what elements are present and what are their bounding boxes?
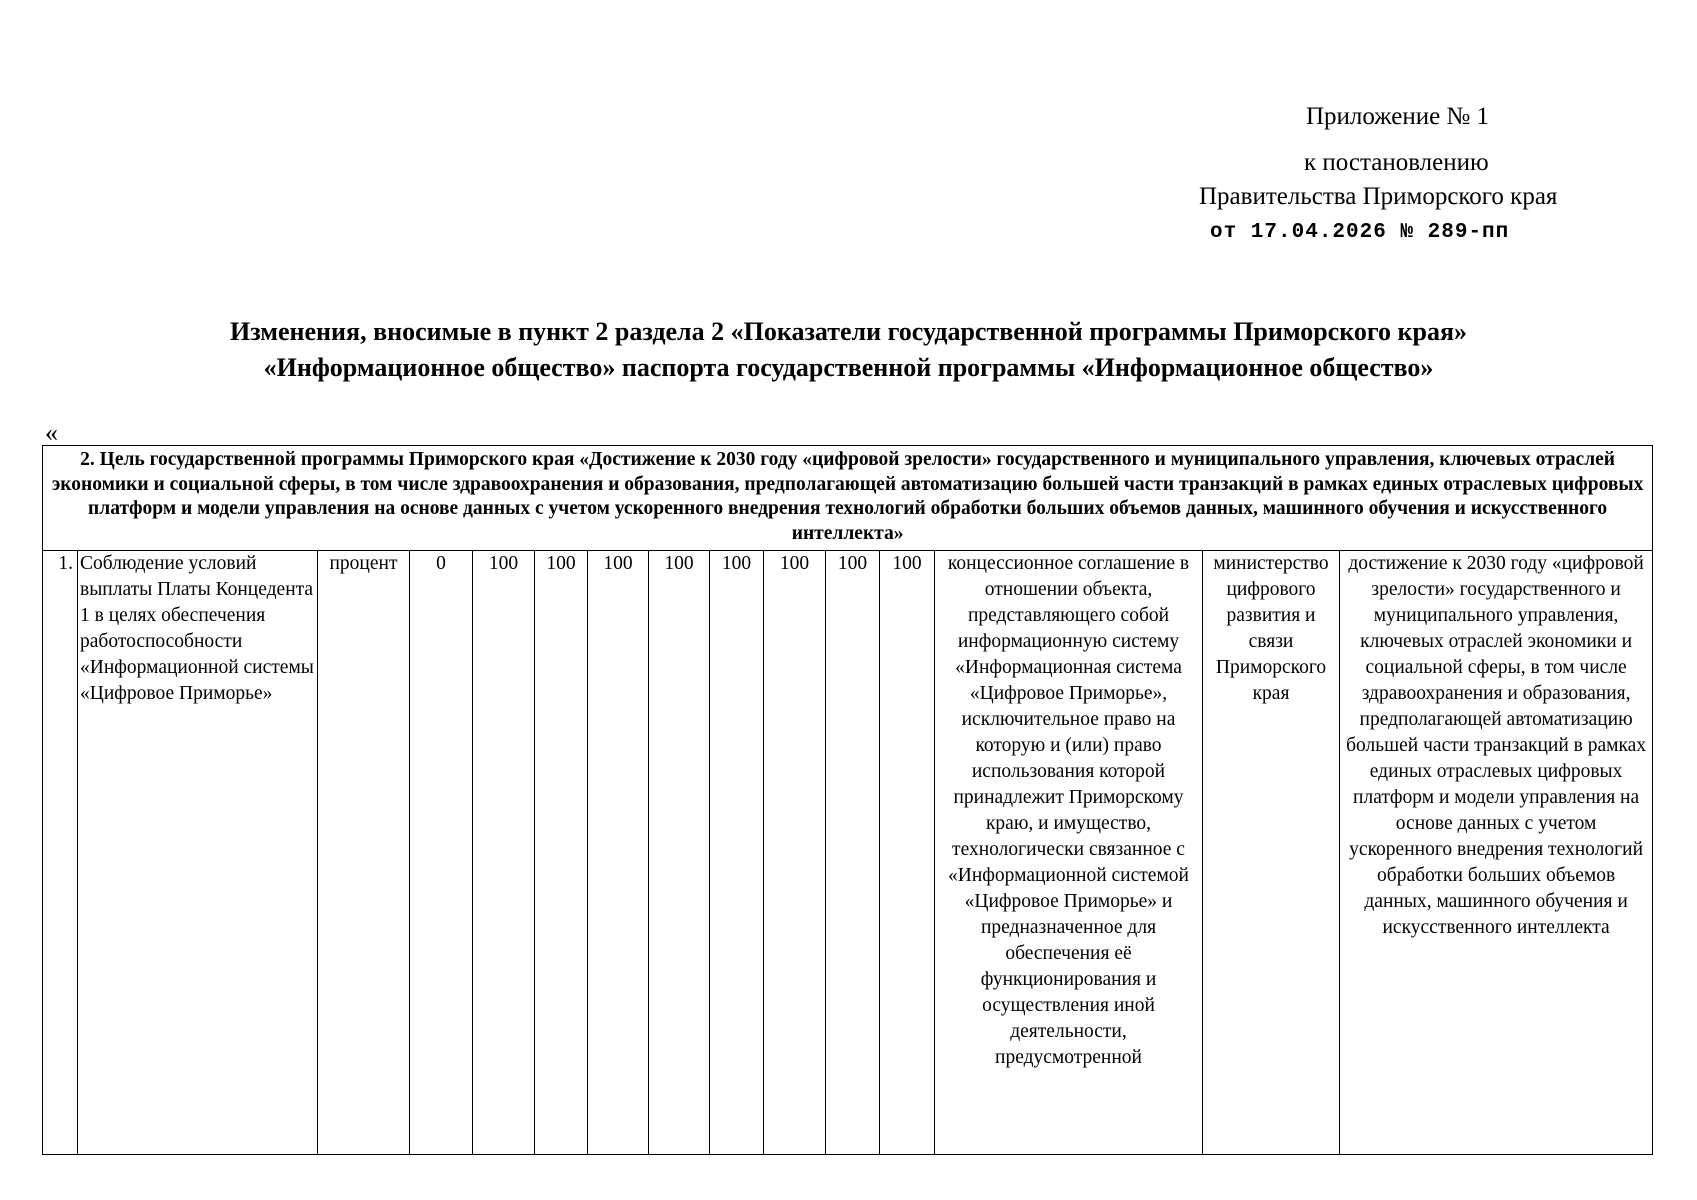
value-cell: 100 [880,551,935,1155]
unit-cell: процент [318,551,410,1155]
value-cell: 100 [826,551,880,1155]
value-cell: 100 [764,551,826,1155]
document-title-line-1: Изменения, вносимые в пункт 2 раздела 2 «Показатели государственной программы Приморского края» [229,317,1468,346]
resolution-date-number: от 17.04.2026 № 289-пп [1210,221,1510,244]
value-cell: 100 [588,551,649,1155]
document-title [0,314,1697,386]
value-cell: 100 [473,551,535,1155]
row-number: 1. [43,551,78,1155]
indicators-table [42,445,1653,1155]
opening-quote: « [45,418,58,447]
resolution-reference: к постановлению [1304,149,1489,176]
table-row [43,551,1653,1155]
responsible-body: министерство цифрового развития и связи Приморского края [1203,551,1340,1155]
value-cell: 100 [535,551,588,1155]
goal-row [43,446,1653,551]
indicator-name: Соблюдение условий выплаты Платы Концедента 1 в целях обеспечения работоспособности «Информационной системы «Цифровое Приморье» [78,551,318,1155]
national-goal: достижение к 2030 году «цифровой зрелости» государственного и муниципального управления, ключевых отраслей экономики и социальной сферы, в том числе здравоохранения и образования, предполагающей автоматизацию большей части транзакций в рамках единых отраслевых цифровых платформ и модели управления на основе данных с учетом ускоренного внедрения технологий обработки больших объемов данных, машинного обучения и искусственного интеллекта [1340,551,1653,1155]
goal-heading: 2. Цель государственной программы Приморского края «Достижение к 2030 году «цифровой зрелости» государственного и муниципального управления, ключевых отраслей экономики и социальной сферы, в том числе здравоохранения и образования, предполагающей автоматизацию большей части транзакций в рамках единых отраслевых цифровых платформ и модели управления на основе данных с учетом ускоренного внедрения технологий обработки больших объемов данных, машинного обучения и искусственного интеллекта» [43,446,1653,551]
document-basis: концессионное соглашение в отношении объекта, представляющего собой информационную систему «Информационная система «Цифровое Приморье», исключительное право на которую и (или) право использования которой принадлежит Приморскому краю, и имущество, технологически связанное с «Информационной системой «Цифровое Приморье» и предназначенное для обеспечения её функционирования и осуществления иной деятельности, предусмотренной [935,551,1203,1155]
document-title-line-2: «Информационное общество» паспорта государственной программы «Информационное общество» [263,353,1434,382]
base-value: 0 [410,551,473,1155]
government-name: Правительства Приморского края [1199,183,1558,210]
value-cell: 100 [710,551,764,1155]
value-cell: 100 [649,551,710,1155]
appendix-title: Приложение № 1 [1306,103,1490,130]
